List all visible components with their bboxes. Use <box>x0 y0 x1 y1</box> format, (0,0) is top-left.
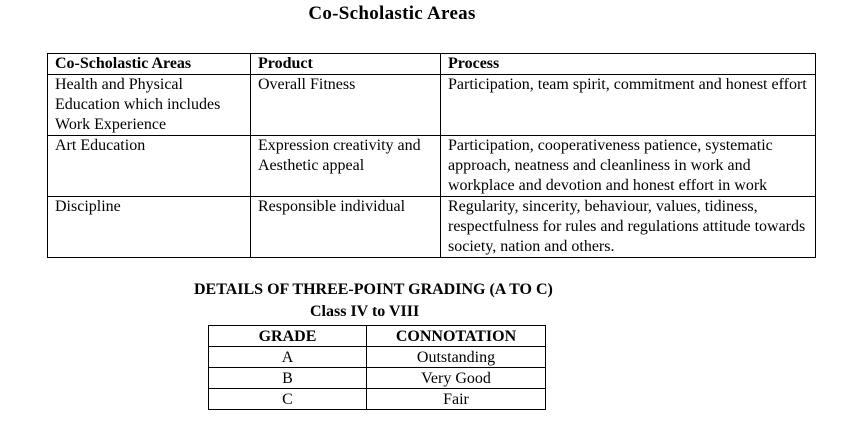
grade-cell: B <box>209 368 367 389</box>
column-header-grade: GRADE <box>209 326 367 347</box>
grading-table <box>208 325 546 410</box>
table-row <box>48 197 816 258</box>
area-cell: Discipline <box>48 197 251 258</box>
area-cell: Health and Physical Education which includes Work Experience <box>48 75 251 136</box>
table-row <box>209 389 546 410</box>
product-cell: Overall Fitness <box>251 75 441 136</box>
table-row <box>48 75 816 136</box>
grading-subheading: Class IV to VIII <box>310 303 420 320</box>
column-header-connotation: CONNOTATION <box>367 326 546 347</box>
column-header-process: Process <box>441 54 816 75</box>
table-header-row <box>48 54 816 75</box>
grade-cell: A <box>209 347 367 368</box>
product-cell: Expression creativity and Aesthetic appeal <box>251 136 441 197</box>
co-scholastic-areas-table <box>47 53 816 258</box>
product-cell: Responsible individual <box>251 197 441 258</box>
grade-cell: C <box>209 389 367 410</box>
process-cell: Participation, team spirit, commitment and honest effort <box>441 75 816 136</box>
connotation-cell: Outstanding <box>367 347 546 368</box>
page-title: Co-Scholastic Areas <box>308 3 476 24</box>
table-row <box>48 136 816 197</box>
column-header-product: Product <box>251 54 441 75</box>
process-cell: Participation, cooperativeness patience, systematic approach, neatness and cleanliness in work and workplace and devotion and honest effort in work <box>441 136 816 197</box>
process-cell: Regularity, sincerity, behaviour, values, tidiness, respectfulness for rules and regulations attitude towards society, nation and others. <box>441 197 816 258</box>
table-header-row <box>209 326 546 347</box>
connotation-cell: Fair <box>367 389 546 410</box>
area-cell: Art Education <box>48 136 251 197</box>
table-row <box>209 347 546 368</box>
connotation-cell: Very Good <box>367 368 546 389</box>
grading-heading: DETAILS OF THREE-POINT GRADING (A TO C) <box>194 281 553 298</box>
column-header-areas: Co-Scholastic Areas <box>48 54 251 75</box>
table-row <box>209 368 546 389</box>
